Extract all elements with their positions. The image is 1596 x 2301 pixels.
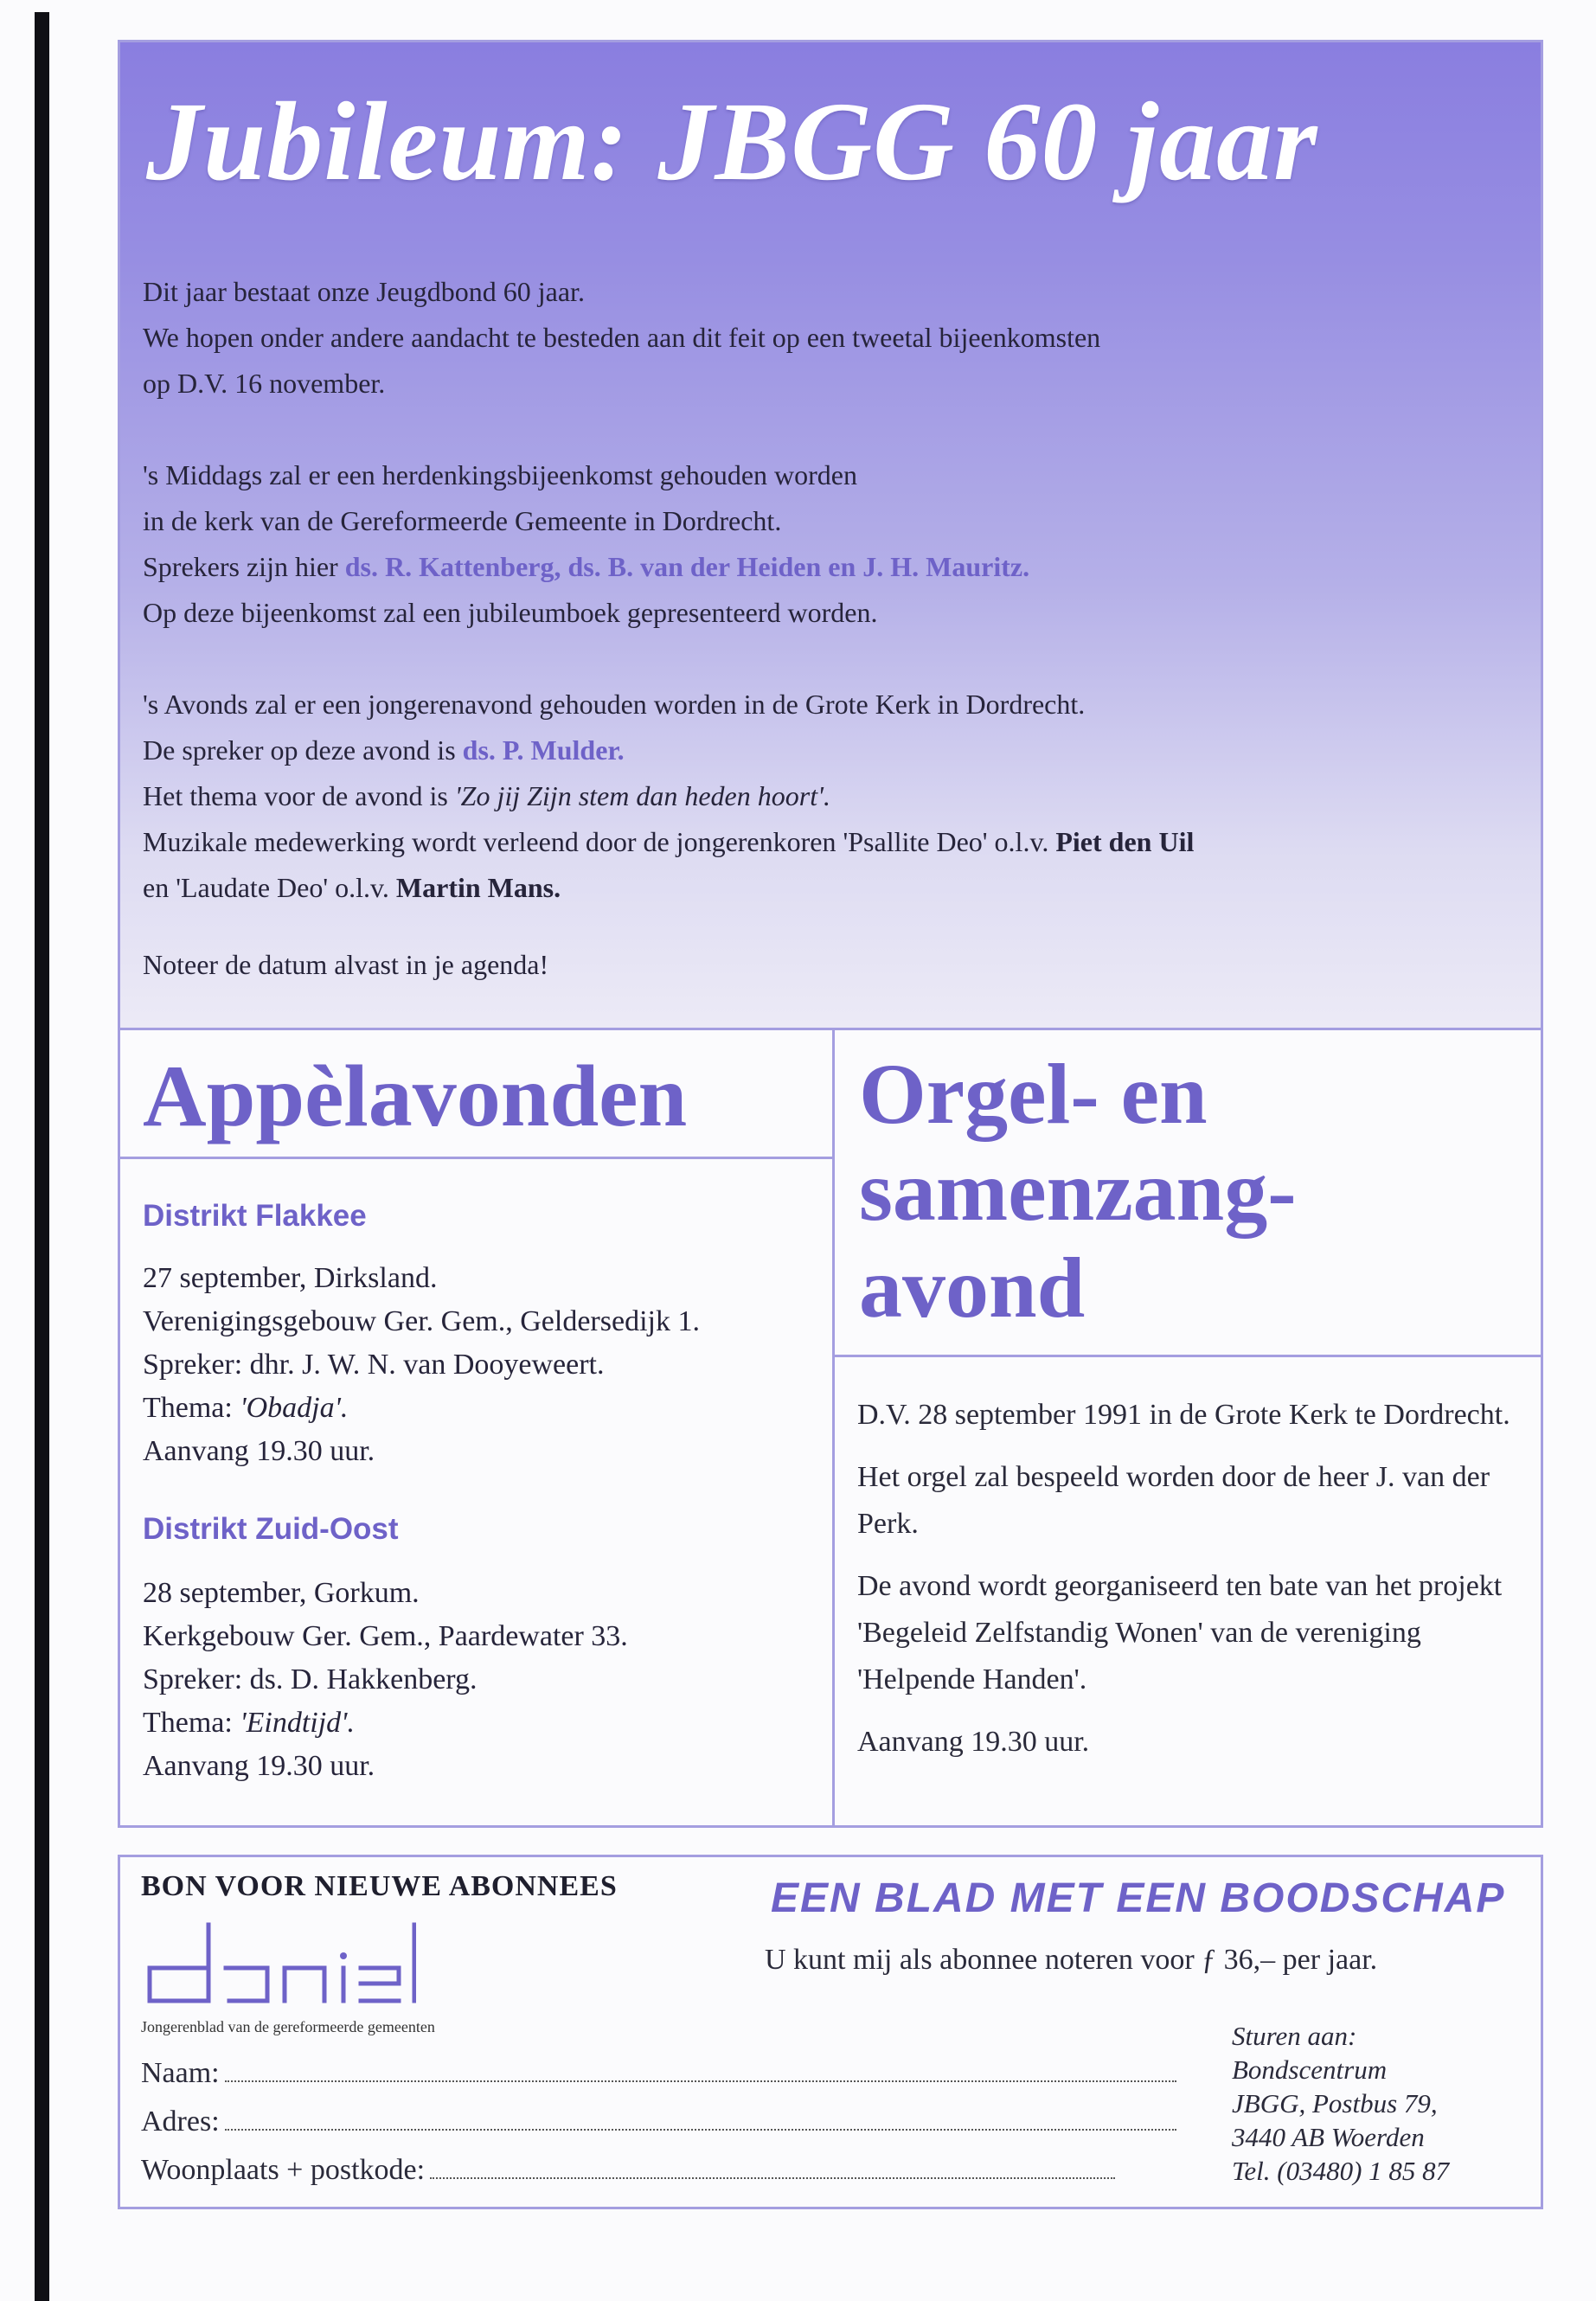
event-line: Spreker: dhr. J. W. N. van Dooyeweert. (143, 1349, 605, 1381)
woonplaats-field[interactable] (430, 2176, 1115, 2179)
divider (835, 1355, 1543, 1357)
adres-row (141, 2098, 1179, 2146)
orgel-heading-line: samenzang- (859, 1143, 1297, 1239)
speakers-label: Sprekers zijn hier (143, 551, 345, 582)
jubilee-line (143, 865, 1527, 911)
speaker-label: De spreker op deze avond is (143, 734, 463, 766)
orgel-heading-line: Orgel- en (859, 1046, 1208, 1142)
address-line: JBGG, Postbus 79, (1232, 2088, 1438, 2118)
jubilee-line (143, 773, 1527, 819)
district-flakkee-heading: Distrikt Flakkee (143, 1199, 367, 1233)
thema-value: 'Obadja'. (240, 1392, 349, 1424)
jubilee-line: We hopen onder andere aandacht te besteden aan dit feit op een tweetal bijeenkomsten (143, 322, 1101, 353)
event-line: Aanvang 19.30 uur. (143, 1435, 375, 1467)
conductor-name: Martin Mans. (395, 872, 561, 903)
events-section (118, 1030, 1543, 1828)
daniel-logo (139, 1918, 416, 2020)
jubilee-line: op D.V. 16 november. (143, 368, 386, 399)
orgel-heading (859, 1046, 1297, 1336)
event-line: 27 september, Dirksland. (143, 1262, 438, 1294)
event-line: Aanvang 19.30 uur. (143, 1750, 375, 1782)
jubilee-line: Op deze bijeenkomst zal een jubileumboek gepresenteerd worden. (143, 597, 878, 628)
address-line: 3440 AB Woerden (1232, 2122, 1425, 2152)
orgel-heading-line: avond (859, 1240, 1086, 1336)
music-text: Muzikale medewerking wordt verleend door de jongerenkoren 'Psallite Deo' o.l.v. (143, 826, 1056, 857)
jubilee-title: Jubileum: JBGG 60 jaar (146, 80, 1318, 204)
orgel-purpose: De avond wordt georganiseerd ten bate van het projekt 'Begeleid Zelfstandig Wonen' van de vereniging 'Helpende Handen'. (857, 1570, 1503, 1695)
event-line (143, 1702, 628, 1745)
event-line: Verenigingsgebouw Ger. Gem., Geldersedijk 1. (143, 1305, 700, 1337)
adres-label: Adres: (141, 2106, 220, 2138)
left-edge-bar (35, 12, 49, 2301)
thema-label: Thema: (143, 1707, 240, 1739)
address-line: Bondscentrum (1232, 2054, 1388, 2085)
theme-text: 'Zo jij Zijn stem dan heden hoort'. (454, 780, 830, 811)
address-line: Tel. (03480) 1 85 87 (1232, 2156, 1450, 2186)
woonplaats-label: Woonplaats + postkode: (141, 2154, 426, 2186)
naam-label: Naam: (141, 2057, 220, 2089)
district-zuid-oost-heading: Distrikt Zuid-Oost (143, 1512, 399, 1546)
naam-row (141, 2049, 1179, 2098)
jubilee-line (143, 544, 1527, 590)
event-line (143, 1387, 700, 1430)
divider (120, 1157, 832, 1159)
jubilee-body (143, 269, 1527, 988)
logo-subtitle: Jongerenblad van de gereformeerde gemeenten (141, 2018, 435, 2035)
adres-field[interactable] (225, 2128, 1176, 2131)
jubilee-line: in de kerk van de Gereformeerde Gemeente in Dordrecht. (143, 505, 782, 536)
theme-label: Het thema voor de avond is (143, 780, 455, 811)
jubilee-panel (118, 40, 1543, 1030)
orgel-column (835, 1030, 1543, 1825)
district-zuid-oost-details (143, 1572, 628, 1788)
jubilee-line: 's Avonds zal er een jongerenavond gehouden worden in de Grote Kerk in Dordrecht. (143, 689, 1086, 720)
thema-value: 'Eindtijd'. (240, 1707, 355, 1739)
coupon-form (141, 2049, 1179, 2195)
thema-label: Thema: (143, 1392, 240, 1424)
orgel-start-time: Aanvang 19.30 uur. (857, 1726, 1090, 1758)
appel-heading: Appèlavonden (143, 1048, 688, 1145)
coupon-title: BON VOOR NIEUWE ABONNEES (141, 1870, 618, 1902)
jubilee-note: Noteer de datum alvast in je agenda! (143, 949, 549, 980)
speakers-names: ds. R. Kattenberg, ds. B. van der Heiden en J. H. Mauritz. (344, 551, 1030, 582)
naam-field[interactable] (225, 2080, 1176, 2082)
appel-column (120, 1030, 832, 1825)
address-line: Sturen aan: (1232, 2021, 1357, 2051)
orgel-details (857, 1392, 1515, 1781)
subscription-price: U kunt mij als abonnee noteren voor ƒ 36,– per jaar. (765, 1944, 1378, 1976)
event-line: Spreker: ds. D. Hakkenberg. (143, 1663, 478, 1695)
slogan: EEN BLAD MET EEN BOODSCHAP (771, 1875, 1506, 1921)
subscription-coupon (118, 1855, 1543, 2209)
jubilee-line: 's Middags zal er een herdenkingsbijeenkomst gehouden worden (143, 459, 857, 490)
speaker-name: ds. P. Mulder. (462, 734, 625, 766)
woonplaats-row (141, 2146, 1179, 2195)
music-text: en 'Laudate Deo' o.l.v. (143, 872, 396, 903)
send-to-address (1232, 2019, 1449, 2188)
jubilee-line (143, 819, 1527, 865)
event-line: 28 september, Gorkum. (143, 1577, 420, 1609)
orgel-organist: Het orgel zal bespeeld worden door de heer J. van der Perk. (857, 1461, 1490, 1540)
jubilee-line: Dit jaar bestaat onze Jeugdbond 60 jaar. (143, 276, 585, 307)
conductor-name: Piet den Uil (1055, 826, 1195, 857)
event-line: Kerkgebouw Ger. Gem., Paardewater 33. (143, 1620, 628, 1652)
jubilee-line (143, 727, 1527, 773)
district-flakkee-details (143, 1257, 700, 1473)
orgel-date: D.V. 28 september 1991 in de Grote Kerk te Dordrecht. (857, 1399, 1510, 1431)
